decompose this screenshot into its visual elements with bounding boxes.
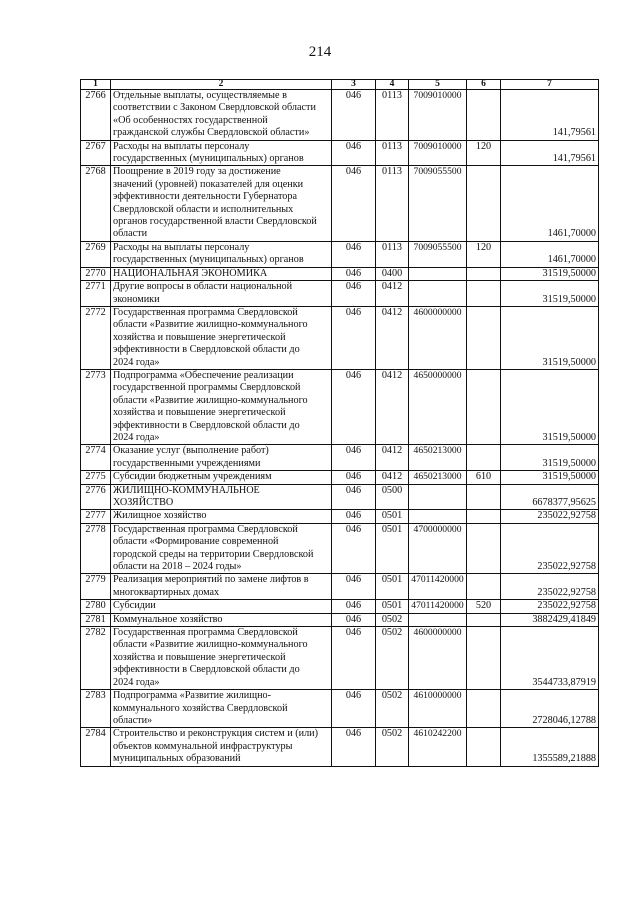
table-row xyxy=(81,471,599,484)
ministry-code-cell: 046 xyxy=(332,510,376,523)
description-line: Государственная программа Свердловской xyxy=(113,523,298,535)
description-line: хозяйства и повышение энергетической xyxy=(113,331,286,343)
column-header: 3 xyxy=(332,80,376,90)
description-line: 2024 года» xyxy=(113,676,160,688)
table-row xyxy=(81,166,599,241)
amount-cell: 3882429,41849 xyxy=(501,613,599,626)
description-line: 2024 года» xyxy=(113,431,160,443)
description-cell xyxy=(111,690,332,728)
ministry-code-cell: 046 xyxy=(332,523,376,574)
target-code-cell: 4700000000 xyxy=(409,523,467,574)
amount-cell: 1355589,21888 xyxy=(501,728,599,766)
description-line: эффективности в Свердловской области до xyxy=(113,419,300,431)
description-cell xyxy=(111,267,332,280)
expense-type-cell xyxy=(467,90,501,141)
row-number-cell: 2774 xyxy=(81,445,111,471)
target-code-cell xyxy=(409,613,467,626)
expense-type-cell xyxy=(467,627,501,690)
section-code-cell: 0113 xyxy=(376,90,409,141)
expense-type-cell xyxy=(467,306,501,369)
expense-type-cell xyxy=(467,445,501,471)
ministry-code-cell: 046 xyxy=(332,369,376,444)
table-row xyxy=(81,523,599,574)
description-line: Расходы на выплаты персоналу xyxy=(113,241,250,253)
description-line: коммунального хозяйства Свердловской xyxy=(113,702,288,714)
target-code-cell: 47011420000 xyxy=(409,574,467,600)
description-line: Государственная программа Свердловской xyxy=(113,306,298,318)
description-cell xyxy=(111,369,332,444)
ministry-code-cell: 046 xyxy=(332,574,376,600)
table-row xyxy=(81,90,599,141)
target-code-cell: 47011420000 xyxy=(409,600,467,613)
description-line: органов государственной власти Свердловской xyxy=(113,216,317,228)
ministry-code-cell: 046 xyxy=(332,445,376,471)
section-code-cell: 0502 xyxy=(376,690,409,728)
description-cell xyxy=(111,445,332,471)
table-row xyxy=(81,613,599,626)
row-number-cell: 2779 xyxy=(81,574,111,600)
ministry-code-cell: 046 xyxy=(332,267,376,280)
ministry-code-cell: 046 xyxy=(332,241,376,267)
amount-cell: 31519,50000 xyxy=(501,445,599,471)
section-code-cell: 0412 xyxy=(376,369,409,444)
target-code-cell xyxy=(409,484,467,510)
table-row xyxy=(81,690,599,728)
amount-cell: 235022,92758 xyxy=(501,574,599,600)
section-code-cell: 0113 xyxy=(376,166,409,241)
description-line: Свердловской области и исполнительных xyxy=(113,203,294,215)
description-line: Реализация мероприятий по замене лифтов в xyxy=(113,574,309,586)
row-number-cell: 2768 xyxy=(81,166,111,241)
column-header: 7 xyxy=(501,80,599,90)
description-cell xyxy=(111,140,332,166)
amount-cell: 31519,50000 xyxy=(501,471,599,484)
amount-cell: 31519,50000 xyxy=(501,281,599,307)
description-line: Строительство и реконструкция систем и (или) xyxy=(113,728,318,740)
row-number-cell: 2780 xyxy=(81,600,111,613)
description-line: Расходы на выплаты персоналу xyxy=(113,140,250,152)
description-cell xyxy=(111,523,332,574)
table-row xyxy=(81,510,599,523)
table-row xyxy=(81,281,599,307)
section-code-cell: 0113 xyxy=(376,241,409,267)
row-number-cell: 2776 xyxy=(81,484,111,510)
target-code-cell xyxy=(409,510,467,523)
description-line: ЖИЛИЩНО-КОММУНАЛЬНОЕ xyxy=(113,484,260,496)
amount-cell: 31519,50000 xyxy=(501,306,599,369)
target-code-cell: 4600000000 xyxy=(409,306,467,369)
amount-cell: 1461,70000 xyxy=(501,166,599,241)
ministry-code-cell: 046 xyxy=(332,281,376,307)
description-line: государственных (муниципальных) органов xyxy=(113,254,304,266)
description-cell xyxy=(111,600,332,613)
target-code-cell: 7009055500 xyxy=(409,166,467,241)
description-line: Субсидии бюджетным учреждениям xyxy=(113,471,272,483)
ministry-code-cell: 046 xyxy=(332,600,376,613)
target-code-cell xyxy=(409,267,467,280)
table-row xyxy=(81,627,599,690)
description-line: хозяйства и повышение энергетической xyxy=(113,407,286,419)
ministry-code-cell: 046 xyxy=(332,90,376,141)
table-row xyxy=(81,445,599,471)
expense-type-cell xyxy=(467,728,501,766)
description-cell xyxy=(111,166,332,241)
expense-type-cell xyxy=(467,574,501,600)
ministry-code-cell: 046 xyxy=(332,627,376,690)
expense-type-cell xyxy=(467,484,501,510)
amount-cell: 31519,50000 xyxy=(501,369,599,444)
description-cell xyxy=(111,728,332,766)
row-number-cell: 2781 xyxy=(81,613,111,626)
section-code-cell: 0501 xyxy=(376,523,409,574)
description-line: Подпрограмма «Развитие жилищно- xyxy=(113,690,272,702)
column-header: 4 xyxy=(376,80,409,90)
description-line: Поощрение в 2019 году за достижение xyxy=(113,166,281,178)
ministry-code-cell: 046 xyxy=(332,613,376,626)
row-number-cell: 2775 xyxy=(81,471,111,484)
amount-cell: 141,79561 xyxy=(501,90,599,141)
description-line: НАЦИОНАЛЬНАЯ ЭКОНОМИКА xyxy=(113,267,268,279)
section-code-cell: 0502 xyxy=(376,627,409,690)
column-header: 5 xyxy=(409,80,467,90)
target-code-cell: 4600000000 xyxy=(409,627,467,690)
section-code-cell: 0400 xyxy=(376,267,409,280)
description-line: Отдельные выплаты, осуществляемые в xyxy=(113,90,287,101)
description-line: государственных (муниципальных) органов xyxy=(113,153,304,165)
expense-type-cell: 610 xyxy=(467,471,501,484)
description-line: области «Развитие жилищно-коммунального xyxy=(113,639,308,651)
description-cell xyxy=(111,510,332,523)
row-number-cell: 2783 xyxy=(81,690,111,728)
target-code-cell: 7009010000 xyxy=(409,90,467,141)
section-code-cell: 0412 xyxy=(376,471,409,484)
table-row xyxy=(81,306,599,369)
description-line: эффективности в Свердловской области до xyxy=(113,664,300,676)
description-line: 2024 года» xyxy=(113,356,160,368)
description-cell xyxy=(111,574,332,600)
amount-cell: 1461,70000 xyxy=(501,241,599,267)
ministry-code-cell: 046 xyxy=(332,690,376,728)
target-code-cell: 7009010000 xyxy=(409,140,467,166)
table-row xyxy=(81,369,599,444)
column-header: 2 xyxy=(111,80,332,90)
amount-cell: 141,79561 xyxy=(501,140,599,166)
ministry-code-cell: 046 xyxy=(332,166,376,241)
description-line: городской среды на территории Свердловской xyxy=(113,548,314,560)
expense-type-cell xyxy=(467,369,501,444)
description-cell xyxy=(111,627,332,690)
table-row xyxy=(81,484,599,510)
description-line: области» xyxy=(113,714,153,726)
description-line: хозяйства и повышение энергетической xyxy=(113,651,286,663)
description-line: объектов коммунальной инфраструктуры xyxy=(113,740,293,752)
column-header: 1 xyxy=(81,80,111,90)
table-row xyxy=(81,728,599,766)
row-number-cell: 2767 xyxy=(81,140,111,166)
expense-type-cell: 520 xyxy=(467,600,501,613)
description-line: Коммунальное хозяйство xyxy=(113,613,223,625)
ministry-code-cell: 046 xyxy=(332,728,376,766)
target-code-cell: 4610242200 xyxy=(409,728,467,766)
description-line: государственной программы Свердловской xyxy=(113,382,301,394)
description-line: области «Формирование современной xyxy=(113,536,279,548)
amount-cell: 6678377,95625 xyxy=(501,484,599,510)
section-code-cell: 0412 xyxy=(376,445,409,471)
header-row xyxy=(81,80,599,90)
ministry-code-cell: 046 xyxy=(332,471,376,484)
description-line: Оказание услуг (выполнение работ) xyxy=(113,445,269,457)
ministry-code-cell: 046 xyxy=(332,484,376,510)
description-line: области «Развитие жилищно-коммунального xyxy=(113,394,308,406)
page-number: 214 xyxy=(308,44,332,60)
expense-type-cell xyxy=(467,523,501,574)
section-code-cell: 0412 xyxy=(376,281,409,307)
target-code-cell: 4650213000 xyxy=(409,445,467,471)
description-line: Подпрограмма «Обеспечение реализации xyxy=(113,369,294,381)
expense-type-cell xyxy=(467,267,501,280)
table-row xyxy=(81,600,599,613)
description-line: государственными учреждениями xyxy=(113,457,261,469)
amount-cell: 235022,92758 xyxy=(501,510,599,523)
ministry-code-cell: 046 xyxy=(332,306,376,369)
amount-cell: 235022,92758 xyxy=(501,523,599,574)
expense-type-cell: 120 xyxy=(467,241,501,267)
table-row xyxy=(81,241,599,267)
row-number-cell: 2784 xyxy=(81,728,111,766)
budget-table xyxy=(80,79,599,767)
description-line: Государственная программа Свердловской xyxy=(113,627,298,639)
description-line: Субсидии xyxy=(113,600,156,612)
amount-cell: 3544733,87919 xyxy=(501,627,599,690)
target-code-cell xyxy=(409,281,467,307)
section-code-cell: 0501 xyxy=(376,600,409,613)
description-line: эффективности в Свердловской области до xyxy=(113,344,300,356)
amount-cell: 31519,50000 xyxy=(501,267,599,280)
target-code-cell: 7009055500 xyxy=(409,241,467,267)
expense-type-cell xyxy=(467,281,501,307)
description-line: «Об особенностях государственной xyxy=(113,114,268,126)
amount-cell: 235022,92758 xyxy=(501,600,599,613)
description-cell xyxy=(111,281,332,307)
description-line: Жилищное хозяйство xyxy=(113,510,207,522)
expense-type-cell: 120 xyxy=(467,140,501,166)
description-cell xyxy=(111,471,332,484)
description-line: гражданской службы Свердловской области» xyxy=(113,127,310,139)
description-cell xyxy=(111,306,332,369)
expense-type-cell xyxy=(467,690,501,728)
description-line: Другие вопросы в области национальной xyxy=(113,281,293,293)
target-code-cell: 4650213000 xyxy=(409,471,467,484)
description-cell xyxy=(111,613,332,626)
table-row xyxy=(81,574,599,600)
amount-cell: 2728046,12788 xyxy=(501,690,599,728)
row-number-cell: 2777 xyxy=(81,510,111,523)
ministry-code-cell: 046 xyxy=(332,140,376,166)
description-line: области на 2018 – 2024 годы» xyxy=(113,561,242,573)
row-number-cell: 2778 xyxy=(81,523,111,574)
section-code-cell: 0500 xyxy=(376,484,409,510)
description-line: эффективности деятельности Губернатора xyxy=(113,191,298,203)
target-code-cell: 4610000000 xyxy=(409,690,467,728)
description-line: муниципальных образований xyxy=(113,753,241,765)
description-line: ХОЗЯЙСТВО xyxy=(113,497,174,508)
description-cell xyxy=(111,484,332,510)
description-line: экономики xyxy=(113,293,160,305)
description-cell xyxy=(111,241,332,267)
description-line: соответствии с Законом Свердловской области xyxy=(113,102,316,114)
row-number-cell: 2770 xyxy=(81,267,111,280)
section-code-cell: 0502 xyxy=(376,613,409,626)
expense-type-cell xyxy=(467,613,501,626)
description-line: значений (уровней) показателей для оценки xyxy=(113,178,304,190)
target-code-cell: 4650000000 xyxy=(409,369,467,444)
section-code-cell: 0113 xyxy=(376,140,409,166)
row-number-cell: 2769 xyxy=(81,241,111,267)
row-number-cell: 2771 xyxy=(81,281,111,307)
description-cell xyxy=(111,90,332,141)
section-code-cell: 0502 xyxy=(376,728,409,766)
expense-type-cell xyxy=(467,510,501,523)
row-number-cell: 2773 xyxy=(81,369,111,444)
expense-type-cell xyxy=(467,166,501,241)
description-line: области «Развитие жилищно-коммунального xyxy=(113,319,308,331)
table-row xyxy=(81,140,599,166)
row-number-cell: 2772 xyxy=(81,306,111,369)
table-row xyxy=(81,267,599,280)
section-code-cell: 0501 xyxy=(376,510,409,523)
row-number-cell: 2782 xyxy=(81,627,111,690)
description-line: области xyxy=(113,228,148,240)
description-line: многоквартирных домах xyxy=(113,586,220,598)
row-number-cell: 2766 xyxy=(81,90,111,141)
section-code-cell: 0501 xyxy=(376,574,409,600)
section-code-cell: 0412 xyxy=(376,306,409,369)
column-header: 6 xyxy=(467,80,501,90)
